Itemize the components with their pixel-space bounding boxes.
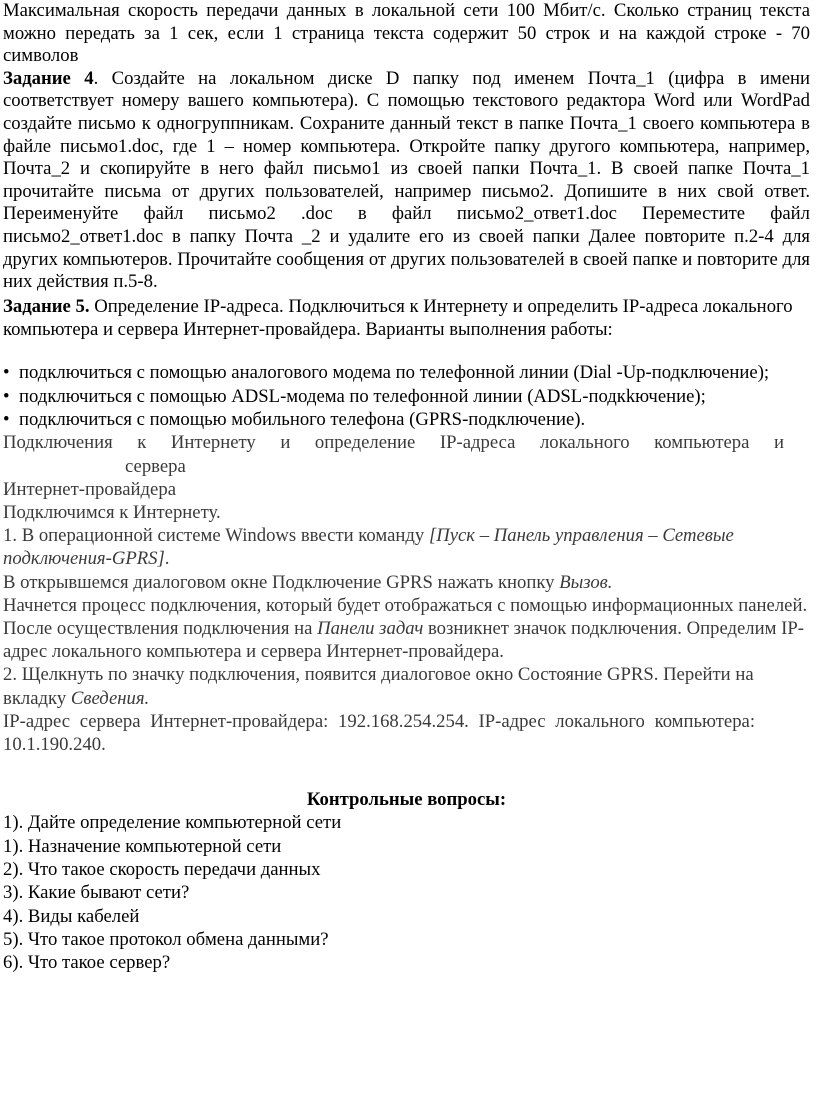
connect-text: Подключимся к Интернету.: [3, 501, 221, 523]
task5-label: Задание 5.: [3, 295, 90, 317]
step2-prefix: 2. Щелкнуть по значку подключения, появится диалоговое окно Состояние GPRS. Перейти на вкладку: [3, 664, 754, 709]
section-heading-line3: Интернет-провайдера: [3, 478, 176, 500]
spacer: [3, 341, 810, 361]
task4-label: Задание 4: [3, 67, 94, 89]
step1-paragraph: [3, 524, 810, 570]
step1-suffix: .: [164, 548, 170, 570]
list-item: • подключиться с помощью мобильного телефона (GPRS-подключение).: [3, 408, 810, 431]
dialog-button-name: Вызов.: [559, 571, 613, 593]
connection-options-list: [3, 361, 810, 431]
list-item: 4). Виды кабелей: [3, 905, 140, 927]
instructions-section: [3, 431, 810, 756]
list-item: • подключиться с помощью аналогового модема по телефонной линии (Dial -Up-подключение);: [3, 361, 810, 384]
questions-title: Контрольные вопросы:: [306, 789, 507, 811]
dialog-paragraph: [3, 571, 810, 594]
dialog-prefix: В открывшемся диалоговом окне Подключение GPRS нажать кнопку: [3, 571, 560, 593]
intro-text: Максимальная скорость передачи данных в локальной сети 100 Мбит/с. Сколько страниц текста можно передать за 1 сек, если 1 страница текста содержит 50 строк и на каждой строке - 70 символов: [3, 0, 810, 67]
step2-tab-name: Сведения.: [70, 687, 150, 709]
step1-prefix: 1. В операционной системе Windows ввести команду: [3, 525, 429, 547]
process-prefix: Начнется процесс подключения, который будет отображаться с помощью информационных панелей. После осуществления подключения на: [3, 594, 808, 639]
list-item: 2). Что такое скорость передачи данных: [3, 859, 321, 881]
task4-paragraph: [3, 68, 810, 294]
list-item: 1). Назначение компьютерной сети: [3, 835, 282, 857]
step1-path: [Пуск – Панель управления – Сетевые подключения-GPRS]: [3, 525, 734, 570]
list-item: 3). Какие бывают сети?: [3, 882, 190, 904]
section-heading-line1: Подключения к Интернету и определение IP-адреса локального компьютера и: [3, 432, 784, 454]
section-heading-line2: сервера: [125, 455, 186, 477]
list-item: 6). Что такое сервер?: [3, 952, 171, 974]
list-item: • подключиться с помощью ADSL-модема по телефонной линии (ADSL-подкkючение);: [3, 385, 810, 408]
intro-paragraph: [3, 0, 810, 68]
task5-paragraph: [3, 295, 810, 341]
task5-text: Определение IP-адреса. Подключиться к Интернету и определить IP-адреса локального компьютера и сервера Интернет-провайдера. Варианты выполнения работы:: [3, 295, 793, 340]
process-suffix: возникнет значок подключения. Определим IP-адрес локального компьютера и сервера Интернет-провайдера.: [3, 617, 804, 663]
spacer: [3, 756, 810, 788]
list-item: 1). Дайте определение компьютерной сети: [3, 812, 342, 834]
questions-list: [3, 811, 810, 974]
task4-text: . Создайте на локальном диске D папку под именем Почта_1 (цифра в имени соответствует номеру вашего компьютера). С помощью текстового редактора Word или WordPad создайте письмо к одногруппникам. Сохраните данный текст в папке Почта_1 своего компьютера в файле письмо1.doc, где 1 – номер компьютера. Откройте папку другого компьютера, например, Почта_2 и скопируйте в него файл письмо1 из своей папки Почта_1. В своей папке Почта_1 прочитайте письма от других пользователей, например письмо2. Допишите в них свой ответ. Переименуйте файл письмо2 .doc в файл письмо2_ответ1.doc Переместите файл письмо2_ответ1.doc в папку Почта _2 и удалите его из своей папки Далее повторите п.2-4 для других компьютеров. Прочитайте сообщения от других пользователей в своей папке и повторите для них действия п.5-8.: [3, 67, 810, 293]
step2-paragraph: [3, 663, 810, 709]
list-item: 5). Что такое протокол обмена данными?: [3, 928, 329, 950]
process-panel-name: Панели задач: [317, 617, 424, 639]
ip-line1: IP-адрес сервера Интернет-провайдера: 192.168.254.254. IP-адрес локального компьютера:: [3, 710, 756, 732]
process-paragraph: [3, 594, 810, 664]
ip-line2: 10.1.190.240.: [3, 733, 106, 755]
